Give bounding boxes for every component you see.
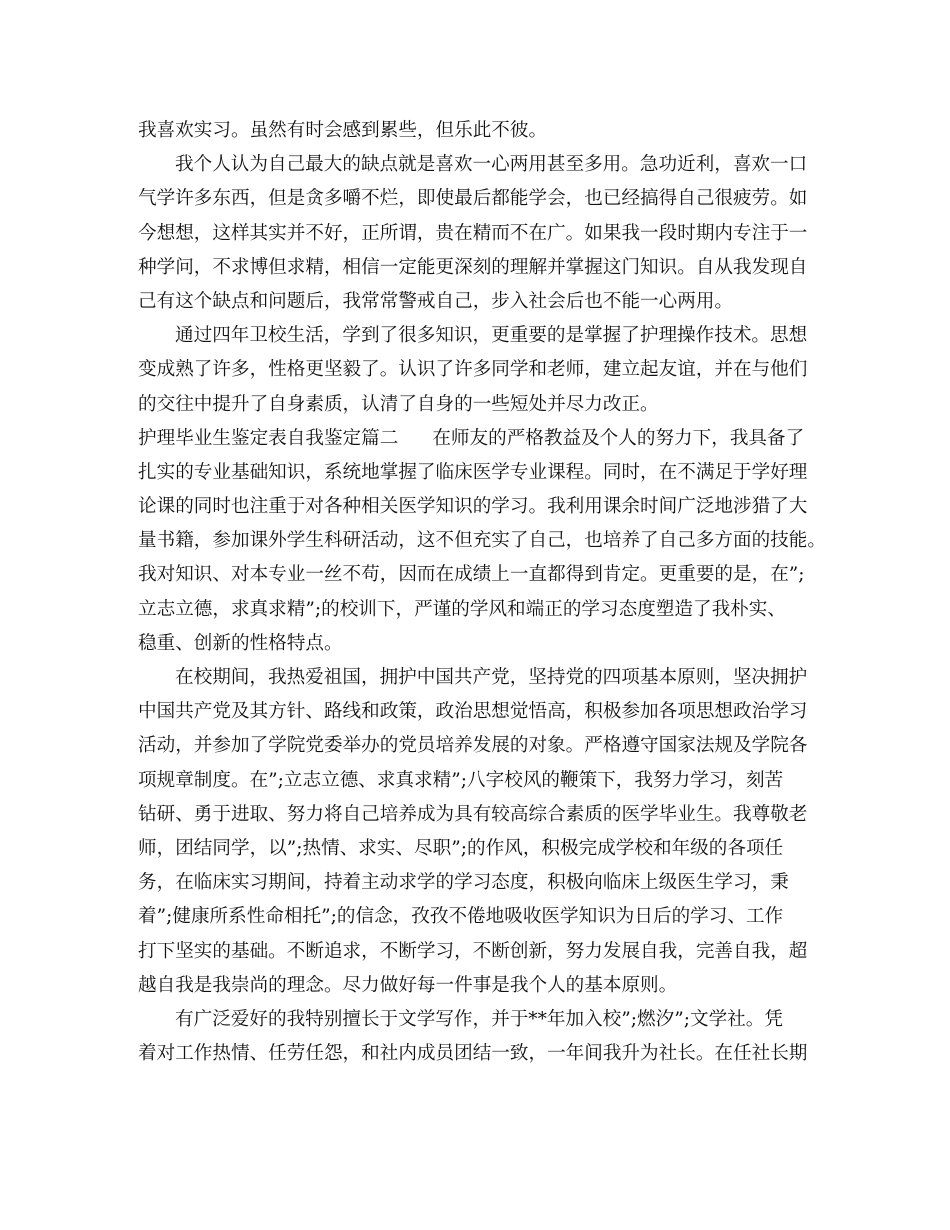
text-line: 师，团结同学，以”;热情、求实、尽职”;的作风，积极完成学校和年级的各项任 xyxy=(138,837,784,859)
text-line: 务，在临床实习期间，持着主动求学的学习态度，积极向临床上级医生学习，秉 xyxy=(138,872,789,894)
section-heading-line xyxy=(138,422,818,456)
text-line: 气学许多东西，但是贪多嚼不烂，即使最后都能学会，也已经搞得自己很疲劳。如 xyxy=(138,188,808,210)
text-line: 扎实的专业基础知识，系统地掌握了临床医学专业课程。同时，在不满足于学好理 xyxy=(138,461,808,483)
text-line: 活动，并参加了学院党委举办的党员培养发展的对象。严格遵守国家法规及学院各 xyxy=(138,735,808,757)
text-line: 今想想，这样其实并不好，正所谓，贵在精而不在广。如果我一段时期内专注于一 xyxy=(138,222,808,244)
text-line: 在校期间，我热爱祖国，拥护中国共产党，坚持党的四项基本原则，坚决拥护 xyxy=(175,667,808,688)
text-line: 打下坚实的基础。不断追求，不断学习，不断创新，努力发展自我，完善自我，超 xyxy=(138,940,808,962)
text-line: 钻研、勇于进取、努力将自己培养成为具有较高综合素质的医学毕业生。我尊敬老 xyxy=(138,803,808,825)
text-line: 己有这个缺点和问题后，我常常警戒自己，步入社会后也不能一心两用。 xyxy=(138,290,734,312)
text-line: 我喜欢实习。虽然有时会感到累些，但乐此不彼。 xyxy=(138,120,548,141)
text-line: 立志立德，求真求精”;的校训下，严谨的学风和端正的学习态度塑造了我朴实、 xyxy=(138,598,786,620)
document-body xyxy=(138,114,826,1071)
text-line: 有广泛爱好的我特别擅长于文学写作，并于**年加入校”;燃汐”;文学社。凭 xyxy=(175,1008,783,1030)
text-line: 越自我是我崇尚的理念。尽力做好每一件事是我个人的基本原则。 xyxy=(138,974,678,996)
text-line: 我对知识、对本专业一丝不苟，因而在成绩上一直都得到肯定。更重要的是，在”; xyxy=(138,564,805,586)
text-line: 论课的同时也注重于对各种相关医学知识的学习。我利用课余时间广泛地涉猎了大 xyxy=(138,496,808,518)
text-line: 种学问，不求博但求精，相信一定能更深刻的理解并掌握这门知识。自从我发现自 xyxy=(138,256,808,278)
text-line: 我个人认为自己最大的缺点就是喜欢一心两用甚至多用。急功近利，喜欢一口 xyxy=(175,154,808,176)
text-line-start: 在师友的严格教益及个人的努力下，我具备了 xyxy=(432,427,805,449)
text-line: 的交往中提升了自身素质，认清了自身的一些短处并尽力改正。 xyxy=(138,393,659,415)
text-line: 着”;健康所系性命相托”;的信念，孜孜不倦地吸收医学知识为日后的学习、工作 xyxy=(138,906,784,928)
text-line: 通过四年卫校生活，学到了很多知识，更重要的是掌握了护理操作技术。思想 xyxy=(175,325,808,347)
text-line: 量书籍，参加课外学生科研活动，这不但充实了自己，也培养了自己多方面的技能。 xyxy=(138,530,826,552)
text-line: 着对工作热情、任劳任怨，和社内成员团结一致，一年间我升为社长。在任社长期 xyxy=(138,1043,808,1065)
text-line: 变成熟了许多，性格更坚毅了。认识了许多同学和老师，建立起友谊，并在与他们 xyxy=(138,359,808,381)
text-line: 稳重、创新的性格特点。 xyxy=(138,632,343,654)
section-heading: 护理毕业生鉴定表自我鉴定篇二 xyxy=(138,427,399,449)
text-line: 项规章制度。在”;立志立德、求真求精”;八字校风的鞭策下，我努力学习，刻苦 xyxy=(138,769,784,791)
text-line: 中国共产党及其方针、路线和政策，政治思想觉悟高，积极参加各项思想政治学习 xyxy=(138,701,808,723)
